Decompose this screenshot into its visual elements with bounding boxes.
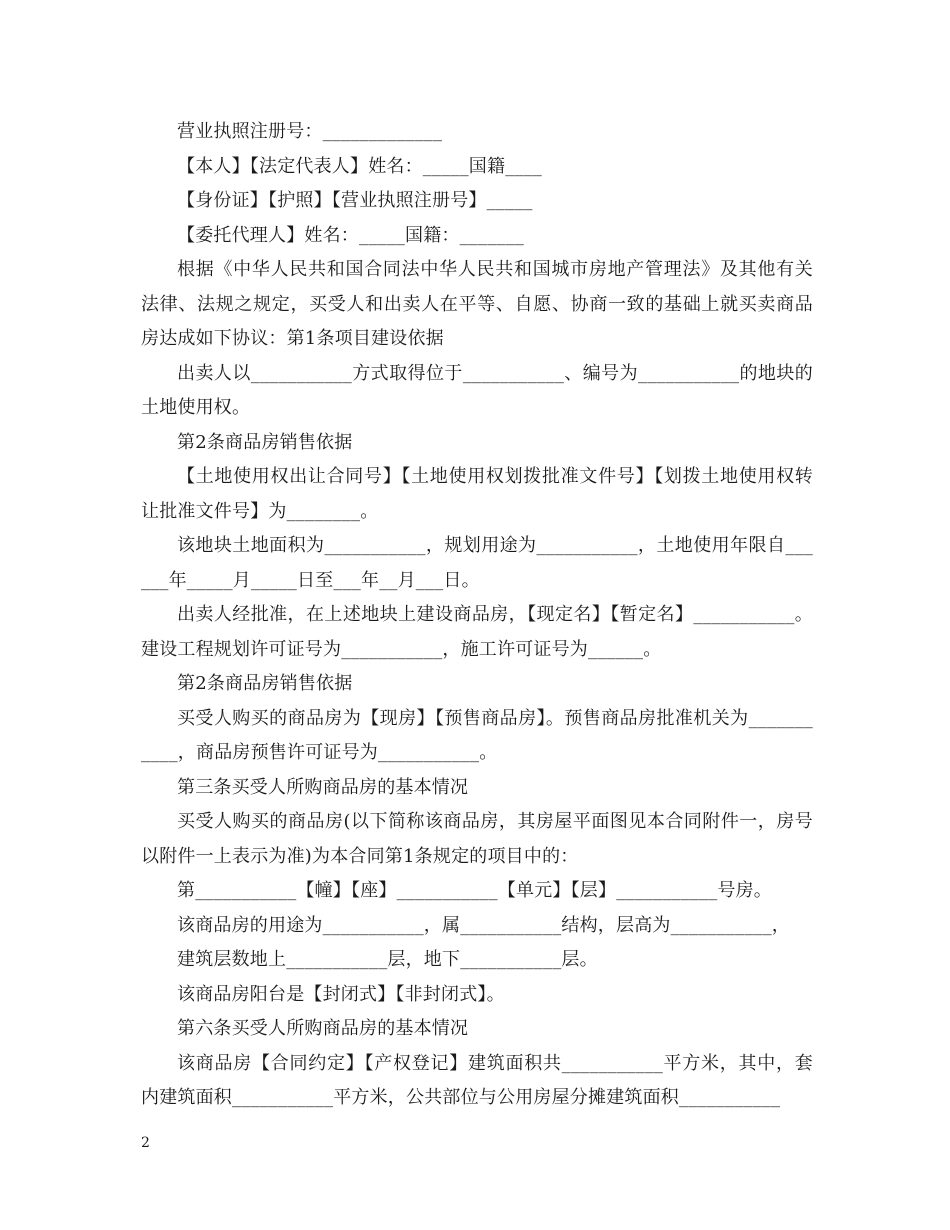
paragraph-id-documents: 【身份证】【护照】【营业执照注册号】_____ xyxy=(177,190,533,211)
paragraph-business-license: 营业执照注册号：_____________ xyxy=(177,121,443,142)
paragraph-land-acquisition: 出卖人以___________方式取得位于___________、编号为___________的地块的土地使用权。 xyxy=(141,362,813,418)
paragraph-floors: 建筑层数地上___________层，地下___________层。 xyxy=(177,949,598,970)
section-heading-sales-basis-repeat: 第2条商品房销售依据 xyxy=(177,673,353,694)
paragraph-legal-basis: 根据《中华人民共和国合同法中华人民共和国城市房地产管理法》及其他有关法律、法规之规定，买受人和出卖人在平等、自愿、协商一致的基础上就买卖商品房达成如下协议：第1条项目建设依据 xyxy=(141,259,813,349)
paragraph-authorized-agent: 【委托代理人】姓名：_____国籍：_______ xyxy=(177,224,524,246)
paragraph-construction-permits: 出卖人经批准，在上述地块上建设商品房，【现定名】【暂定名】___________。建设工程规划许可证号为___________，施工许可证号为______。 xyxy=(141,604,813,660)
paragraph-room-number: 第___________【幢】【座】___________【单元】【层】___________号房。 xyxy=(177,880,772,901)
section-heading-sales-basis: 第2条商品房销售依据 xyxy=(177,431,353,453)
paragraph-land-area: 该地块土地面积为___________，规划用途为___________，土地使用年限自______年_____月_____日至___年__月___日。 xyxy=(141,535,813,591)
paragraph-building-area: 该商品房【合同约定】【产权登记】建筑面积共___________平方米，其中，套内建筑面积___________平方米，公共部位与公用房屋分摊建筑面积___________ xyxy=(141,1052,813,1108)
paragraph-legal-representative: 【本人】【法定代表人】姓名：_____国籍____ xyxy=(177,155,542,177)
paragraph-presale-permit: 买受人购买的商品房为【现房】【预售商品房】。预售商品房批准机关为___________，商品房预售许可证号为___________。 xyxy=(141,707,813,763)
paragraph-property-usage: 该商品房的用途为___________，属___________结构，层高为___________， xyxy=(177,914,790,936)
page-number: 2 xyxy=(141,1135,150,1151)
document-body xyxy=(141,115,813,1116)
paragraph-balcony: 该商品房阳台是【封闭式】【非封闭式】。 xyxy=(177,983,505,1005)
paragraph-land-contract-number: 【土地使用权出让合同号】【土地使用权划拨批准文件号】【划拨土地使用权转让批准文件号】为________。 xyxy=(141,466,813,522)
section-heading-basic-info: 第三条买受人所购商品房的基本情况 xyxy=(177,776,469,798)
section-heading-article-six: 第六条买受人所购商品房的基本情况 xyxy=(177,1018,469,1039)
paragraph-purchased-property: 买受人购买的商品房(以下简称该商品房，其房屋平面图见本合同附件一，房号以附件一上表示为准)为本合同第1条规定的项目中的： xyxy=(141,811,813,867)
